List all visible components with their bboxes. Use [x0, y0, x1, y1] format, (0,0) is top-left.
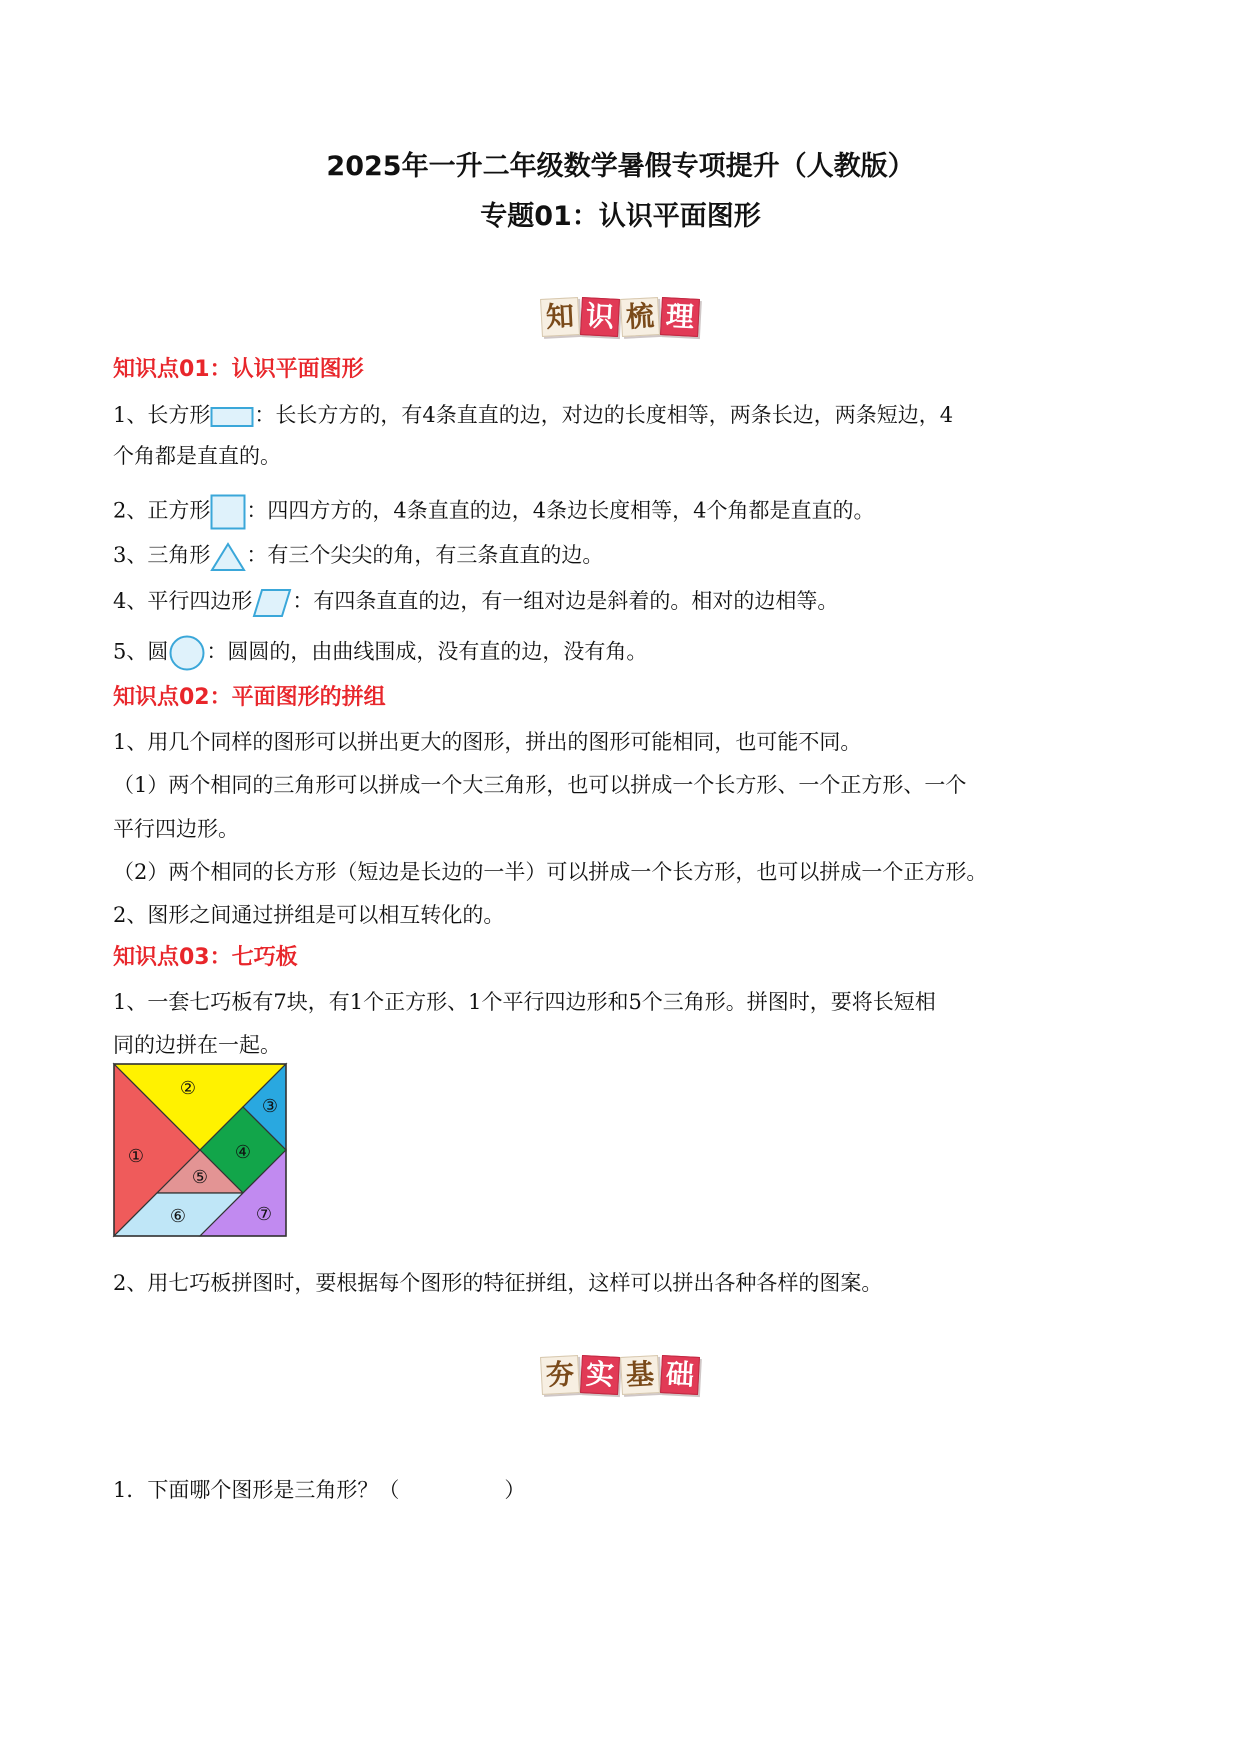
- triangle-icon: [210, 542, 246, 572]
- badge-tile: 梳: [620, 297, 660, 337]
- page-subtitle: 专题01：认识平面图形: [480, 201, 761, 232]
- badge-tile: 基: [620, 1355, 660, 1395]
- kp2-line4: （2）两个相同的长方形（短边是长边的一半）可以拼成一个长方形，也可以拼成一个正方形。: [113, 860, 988, 884]
- tangram-label-6: ⑥: [169, 1206, 187, 1227]
- question-1: 1．下面哪个图形是三角形？（ ）: [113, 1478, 526, 1502]
- tangram-label-3: ③: [261, 1096, 279, 1117]
- kp1-heading: 知识点01：认识平面图形: [113, 357, 364, 382]
- badge-tile: 理: [660, 297, 700, 337]
- kp3-line3: 2、用七巧板拼图时，要根据每个图形的特征拼组，这样可以拼出各种各样的图案。: [113, 1271, 883, 1295]
- badge-tile: 知: [540, 297, 580, 337]
- tangram-label-7: ⑦: [255, 1204, 273, 1225]
- kp2-line3: 平行四边形。: [113, 817, 239, 841]
- circle-icon: [168, 634, 206, 672]
- badge-tile: 夯: [540, 1355, 580, 1395]
- item-text: ：有四条直直的边，有一组对边是斜着的。相对的边相等。: [292, 589, 839, 613]
- tangram-label-4: ④: [234, 1142, 252, 1163]
- page-title: 2025年一升二年级数学暑假专项提升（人教版）: [326, 151, 915, 182]
- item-prefix: 3、三角形: [113, 543, 211, 567]
- kp1-item5: [113, 634, 647, 672]
- tangram-diagram: [112, 1062, 288, 1238]
- kp3-heading: 知识点03：七巧板: [113, 945, 298, 970]
- kp1-item2: [113, 494, 874, 530]
- badge-tile: 识: [580, 297, 620, 337]
- kp2-line5: 2、图形之间通过拼组是可以相互转化的。: [113, 903, 505, 927]
- tangram-label-1: ①: [127, 1146, 145, 1167]
- item-prefix: 1、长方形: [113, 403, 211, 427]
- kp1-item3: [113, 540, 603, 572]
- kp2-line2: （1）两个相同的三角形可以拼成一个大三角形，也可以拼成一个长方形、一个正方形、一个: [113, 773, 967, 797]
- badge-tile: 实: [580, 1355, 620, 1395]
- kp2-heading: 知识点02：平面图形的拼组: [113, 685, 386, 710]
- kp1-item1-cont: 个角都是直直的。: [113, 444, 281, 468]
- badge-knowledge-review: [0, 298, 1241, 336]
- rectangle-icon: [210, 406, 254, 428]
- item-text: ：长长方方的，有4条直直的边，对边的长度相等，两条长边，两条短边，4: [254, 403, 954, 427]
- parallelogram-icon: [252, 588, 292, 618]
- square-icon: [210, 494, 246, 530]
- tangram-label-5: ⑤: [191, 1167, 209, 1188]
- tangram-label-2: ②: [179, 1078, 197, 1099]
- kp2-line1: 1、用几个同样的图形可以拼出更大的图形，拼出的图形可能相同，也可能不同。: [113, 730, 862, 754]
- item-text: ：四四方方的，4条直直的边，4条边长度相等，4个角都是直直的。: [246, 498, 875, 523]
- kp3-line2: 同的边拼在一起。: [113, 1033, 281, 1057]
- item-prefix: 4、平行四边形: [113, 589, 253, 613]
- item-prefix: 2、正方形: [113, 498, 211, 523]
- badge-tile: 础: [660, 1355, 700, 1395]
- badge-foundation: [0, 1356, 1241, 1394]
- kp1-item1: [113, 400, 953, 430]
- item-prefix: 5、圆: [113, 639, 169, 664]
- kp1-item4: [113, 586, 838, 618]
- item-text: ：圆圆的，由曲线围成，没有直的边，没有角。: [206, 639, 648, 664]
- item-text: ：有三个尖尖的角，有三条直直的边。: [246, 543, 604, 567]
- kp3-line1: 1、一套七巧板有7块，有1个正方形、1个平行四边形和5个三角形。拼图时，要将长短相: [113, 990, 936, 1014]
